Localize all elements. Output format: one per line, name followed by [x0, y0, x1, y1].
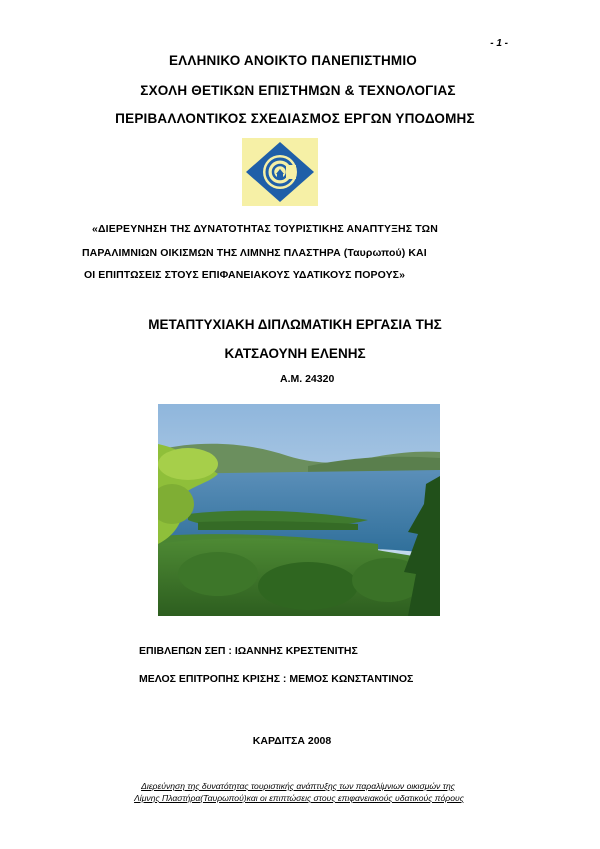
school-name: ΣΧΟΛΗ ΘΕΤΙΚΩΝ ΕΠΙΣΤΗΜΩΝ & ΤΕΧΝΟΛΟΓΙΑΣ: [140, 83, 456, 98]
thesis-title-line-2: ΠΑΡΑΛΙΜΝΙΩΝ ΟΙΚΙΣΜΩΝ ΤΗΣ ΛΙΜΝΗΣ ΠΛΑΣΤΗΡΑ (Ταυρωπού) ΚΑΙ: [82, 247, 427, 259]
program-name: ΠΕΡΙΒΑΛΛΟΝΤΙΚΟΣ ΣΧΕΔΙΑΣΜΟΣ ΕΡΓΩΝ ΥΠΟΔΟΜΗΣ: [115, 111, 475, 126]
place-date-text: ΚΑΡΔΙΤΣΑ 2008: [252, 735, 332, 747]
lake-landscape-photo: [158, 404, 440, 616]
place-date: [0, 735, 600, 747]
supervisor: ΕΠΙΒΛΕΠΩΝ ΣΕΠ : ΙΩΑΝΝΗΣ ΚΡΕΣΤΕΝΙΤΗΣ: [139, 645, 358, 657]
document-type: ΜΕΤΑΠΤΥΧΙΑΚΗ ΔΙΠΛΩΜΑΤΙΚΗ ΕΡΓΑΣΙΑ ΤΗΣ: [148, 317, 442, 332]
page-number: - 1 -: [490, 38, 508, 49]
footer-line-1: Διερεύνηση της δυνατότητας τουριστικής ανάπτυξης των παραλίμνιων οικισμών της: [141, 781, 455, 791]
university-logo-icon: [242, 138, 318, 206]
author-name: ΚΑΤΣΑΟΥΝΗ ΕΛΕΝΗΣ: [224, 346, 366, 361]
footer-line-2: Λίμνης Πλαστήρα(Ταυρωπού)και οι επιπτώσεις στους επιφανειακούς υδατικούς πόρους: [134, 793, 464, 803]
committee-member: ΜΕΛΟΣ ΕΠΙΤΡΟΠΗΣ ΚΡΙΣΗΣ : ΜΕΜΟΣ ΚΩΝΣΤΑΝΤΙΝΟΣ: [139, 673, 414, 685]
university-name: ΕΛΛΗΝΙΚΟ ΑΝΟΙΚΤΟ ΠΑΝΕΠΙΣΤΗΜΙΟ: [168, 53, 418, 68]
thesis-title-line-3: ΟΙ ΕΠΙΠΤΩΣΕΙΣ ΣΤΟΥΣ ΕΠΙΦΑΝΕΙΑΚΟΥΣ ΥΔΑΤΙΚΟΥΣ ΠΟΡΟΥΣ»: [84, 269, 406, 281]
thesis-title-line-1: «ΔΙΕΡΕΥΝΗΣΗ ΤΗΣ ΔΥΝΑΤΟΤΗΤΑΣ ΤΟΥΡΙΣΤΙΚΗΣ ΑΝΑΠΤΥΞΗΣ ΤΩΝ: [92, 223, 438, 235]
registration-number: Α.Μ. 24320: [280, 373, 335, 385]
